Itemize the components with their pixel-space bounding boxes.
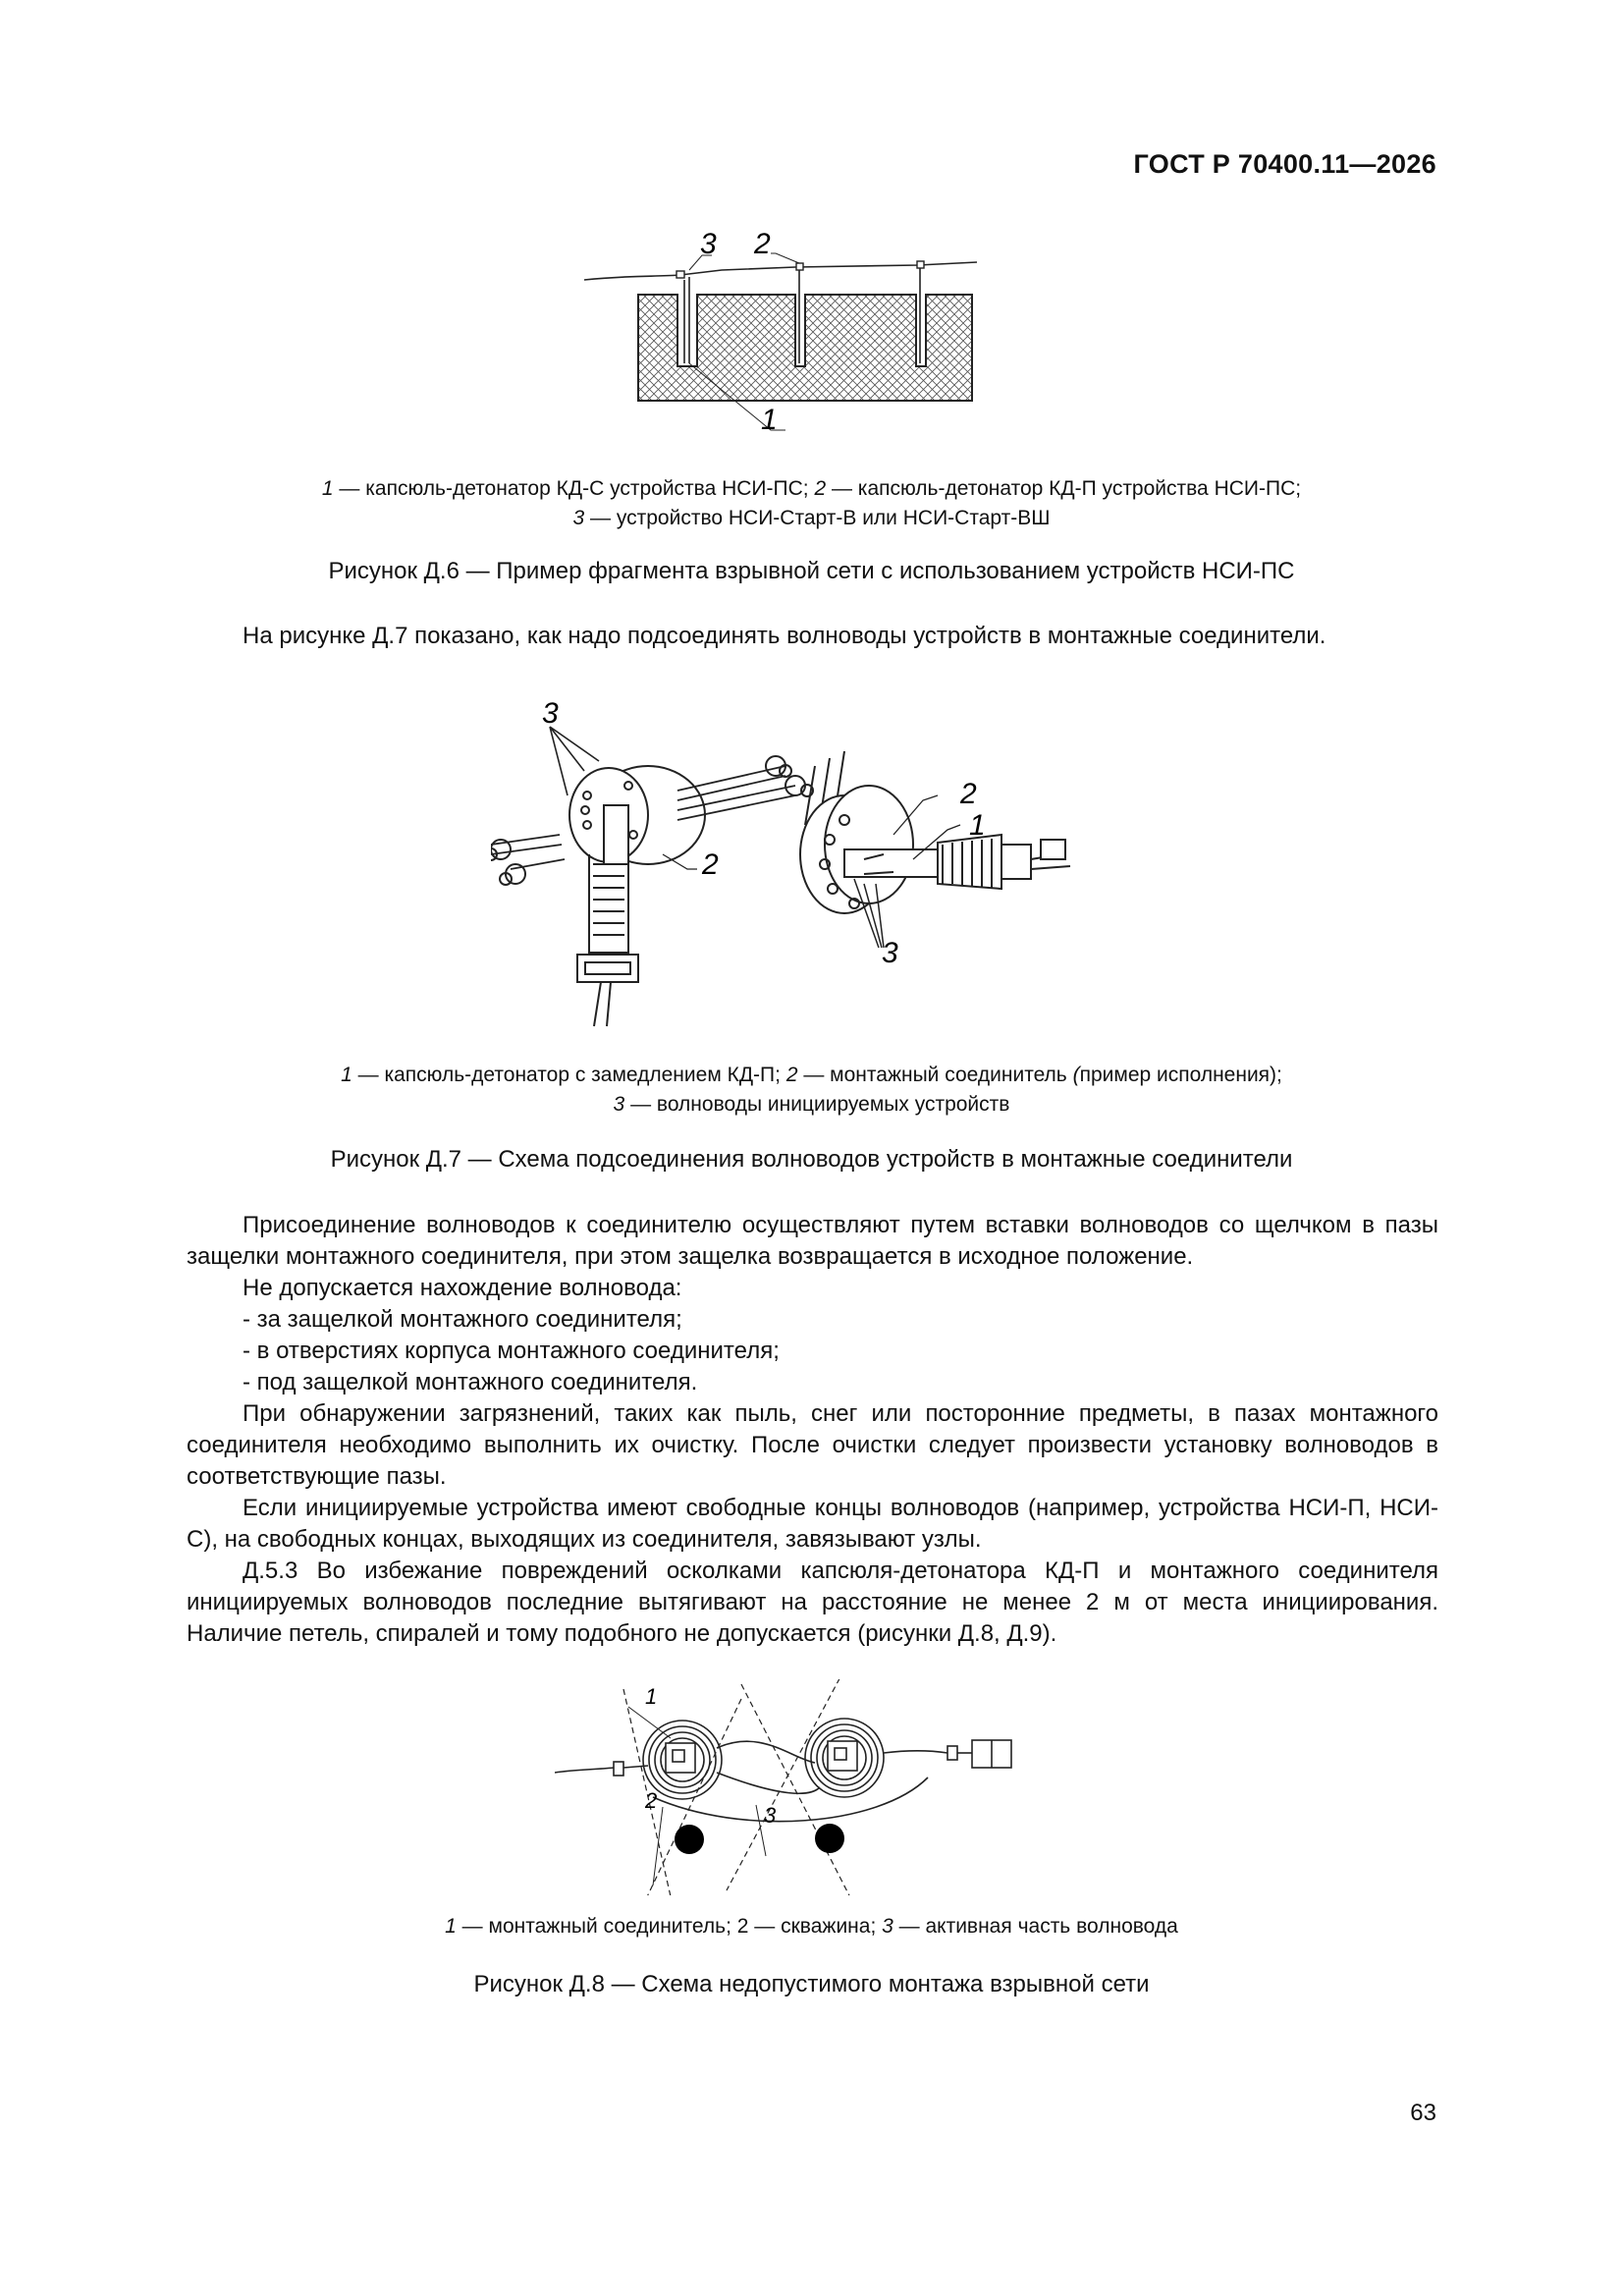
fig7-label-1-right: 1 [969,809,986,842]
body-text [187,1210,1438,1650]
fig8-label-1: 1 [645,1684,658,1709]
paragraph-3: При обнаружении загрязнений, таких как пыль, снег или посторонние предметы, в пазах монтажного соединителя необходимо выполнить их очистку. После очистки следует произвести установку волноводов в соответствующие пазы. [187,1400,1438,1490]
ground-block [638,295,972,401]
paragraph-2: Не допускается нахождение волновода: [243,1275,682,1301]
figure-d7-drawing [491,697,1080,1031]
fig6-label-3: 3 [700,228,717,260]
fig8-label-2: 2 [645,1788,658,1813]
paragraph-1: Присоединение волноводов к соединителю осуществляют путем вставки волноводов со щелчком в пазы защелки монтажного соединителя, при этом защелка возвращается в исходное положение. [187,1212,1438,1270]
paragraph-5: Д.5.3 Во избежание повреждений осколками капсюля-детонатора КД-П и монтажного соединителя инициируемых волноводов последние вытягивают на расстояние не менее 2 м от места инициирования. Наличие петель, спиралей и тому подобного не допускается (рисунки Д.8, Д.9). [187,1558,1438,1647]
fig7-label-3-left: 3 [542,697,559,730]
fig8-title: Рисунок Д.8 — Схема недопустимого монтажа взрывной сети [473,1971,1150,1997]
fig8-legend [0,1912,1623,1941]
borehole-2 [815,1824,844,1853]
figure-d6-drawing [574,226,987,442]
fig7-legend [0,1061,1623,1120]
fig6-legend-line-2: 3 — устройство НСИ-Старт-В или НСИ-Старт-ВШ [572,507,1051,529]
list-item: - в отверстиях корпуса монтажного соединителя; [243,1338,780,1364]
fig8-label-3: 3 [764,1803,777,1828]
fig6-legend-line-1: 1 — капсюль-детонатор КД-С устройства НСИ-ПС; 2 — капсюль-детонатор КД-П устройства НСИ-ПС; [321,477,1302,500]
list-item: - за защелкой монтажного соединителя; [243,1306,682,1333]
fig7-label-2-left: 2 [702,848,719,881]
fig6-label-1: 1 [761,404,778,436]
page-number: 63 [1410,2100,1436,2126]
paragraph-4: Если инициируемые устройства имеют свободные концы волноводов (например, устройства НСИ-П, НСИ-С), на свободных концах, выходящих из соединителя, завязывают узлы. [187,1495,1438,1553]
fig7-left-connector [491,727,813,1026]
fig7-label-2-right: 2 [960,778,977,810]
document-id: ГОСТ Р 70400.11—2026 [1133,149,1436,179]
fig8-legend-line-1: 1 — монтажный соединитель; 2 — скважина; 3 — активная часть волновода [445,1915,1178,1938]
fig7-legend-line-2: 3 — волноводы инициируемых устройств [613,1093,1010,1116]
fig8-network [555,1679,1011,1895]
intro-paragraph: На рисунке Д.7 показано, как надо подсоединять волноводы устройств в монтажные соединители. [243,623,1326,649]
borehole-1 [675,1825,704,1854]
fig6-label-2: 2 [754,228,771,260]
fig7-legend-line-1: 1 — капсюль-детонатор с замедлением КД-П; 2 — монтажный соединитель (пример исполнения); [341,1064,1282,1086]
fig7-title: Рисунок Д.7 — Схема подсоединения волноводов устройств в монтажные соединители [330,1146,1293,1173]
fig7-label-3-right: 3 [882,937,898,969]
fig6-title: Рисунок Д.6 — Пример фрагмента взрывной сети с использованием устройств НСИ-ПС [328,558,1295,584]
list-item: - под защелкой монтажного соединителя. [243,1369,698,1395]
fig7-right-connector [800,751,1070,948]
fig6-legend [0,474,1623,533]
figure-d8-drawing [555,1679,1016,1895]
